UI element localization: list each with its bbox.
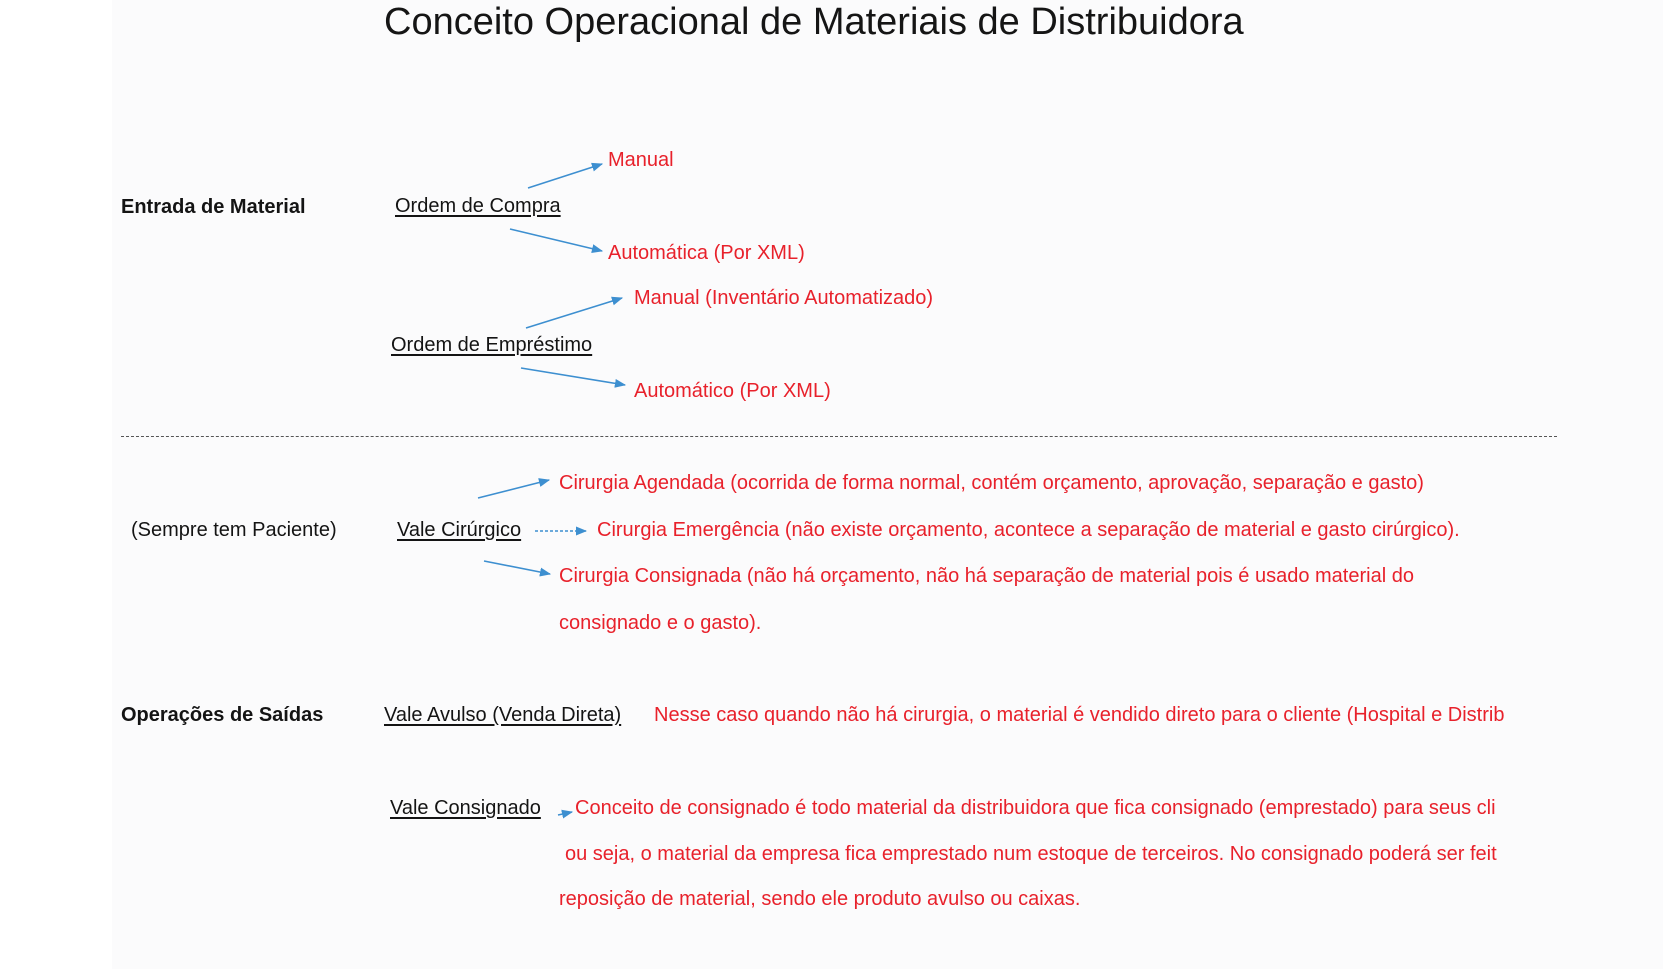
arrow-cirurgico-consignada — [484, 561, 550, 574]
page-title: Conceito Operacional de Materiais de Distribuidora — [384, 1, 1244, 43]
ordem-emprestimo-option-automatico: Automático (Por XML) — [634, 380, 831, 402]
vale-avulso-label: Vale Avulso (Venda Direta) — [384, 704, 622, 726]
arrow-vale-consignado — [558, 812, 572, 815]
section-heading-saidas: Operações de Saídas — [121, 704, 324, 726]
arrow-compra-manual — [528, 164, 602, 188]
ordem-emprestimo-label: Ordem de Empréstimo — [391, 334, 593, 356]
vale-consignado-label: Vale Consignado — [390, 797, 541, 819]
cirurgia-consignada-text-line2: consignado e o gasto). — [559, 612, 762, 634]
cirurgia-consignada-text-line1: Cirurgia Consignada (não há orçamento, não há separação de material pois é usado material do — [559, 565, 1414, 587]
vale-consignado-description-line3: reposição de material, sendo ele produto avulso ou caixas. — [559, 888, 1081, 910]
arrow-cirurgico-agendada — [478, 480, 549, 498]
ordem-emprestimo-option-manual: Manual (Inventário Automatizado) — [634, 287, 934, 309]
arrow-emprestimo-automatico — [521, 368, 625, 385]
ordem-compra-option-manual: Manual — [608, 149, 674, 171]
cirurgia-agendada-text: Cirurgia Agendada (ocorrida de forma normal, contém orçamento, aprovação, separação e gasto) — [559, 472, 1424, 494]
vale-consignado-description-line1: Conceito de consignado é todo material da distribuidora que fica consignado (emprestado) para seus cli — [575, 797, 1496, 819]
vale-cirurgico-label: Vale Cirúrgico — [397, 519, 522, 541]
ordem-compra-option-automatica: Automática (Por XML) — [608, 242, 805, 264]
arrow-compra-automatica — [510, 229, 602, 251]
arrow-emprestimo-manual — [526, 298, 622, 328]
vale-consignado-description-line2: ou seja, o material da empresa fica emprestado num estoque de terceiros. No consignado poderá ser feit — [565, 843, 1497, 865]
vale-avulso-description: Nesse caso quando não há cirurgia, o material é vendido direto para o cliente (Hospital e Distrib — [654, 704, 1505, 726]
patient-note: (Sempre tem Paciente) — [131, 519, 337, 541]
cirurgia-emergencia-text: Cirurgia Emergência (não existe orçamento, acontece a separação de material e gasto cirúrgico). — [597, 519, 1460, 541]
section-heading-entrada: Entrada de Material — [121, 196, 306, 218]
ordem-compra-label: Ordem de Compra — [395, 195, 561, 217]
